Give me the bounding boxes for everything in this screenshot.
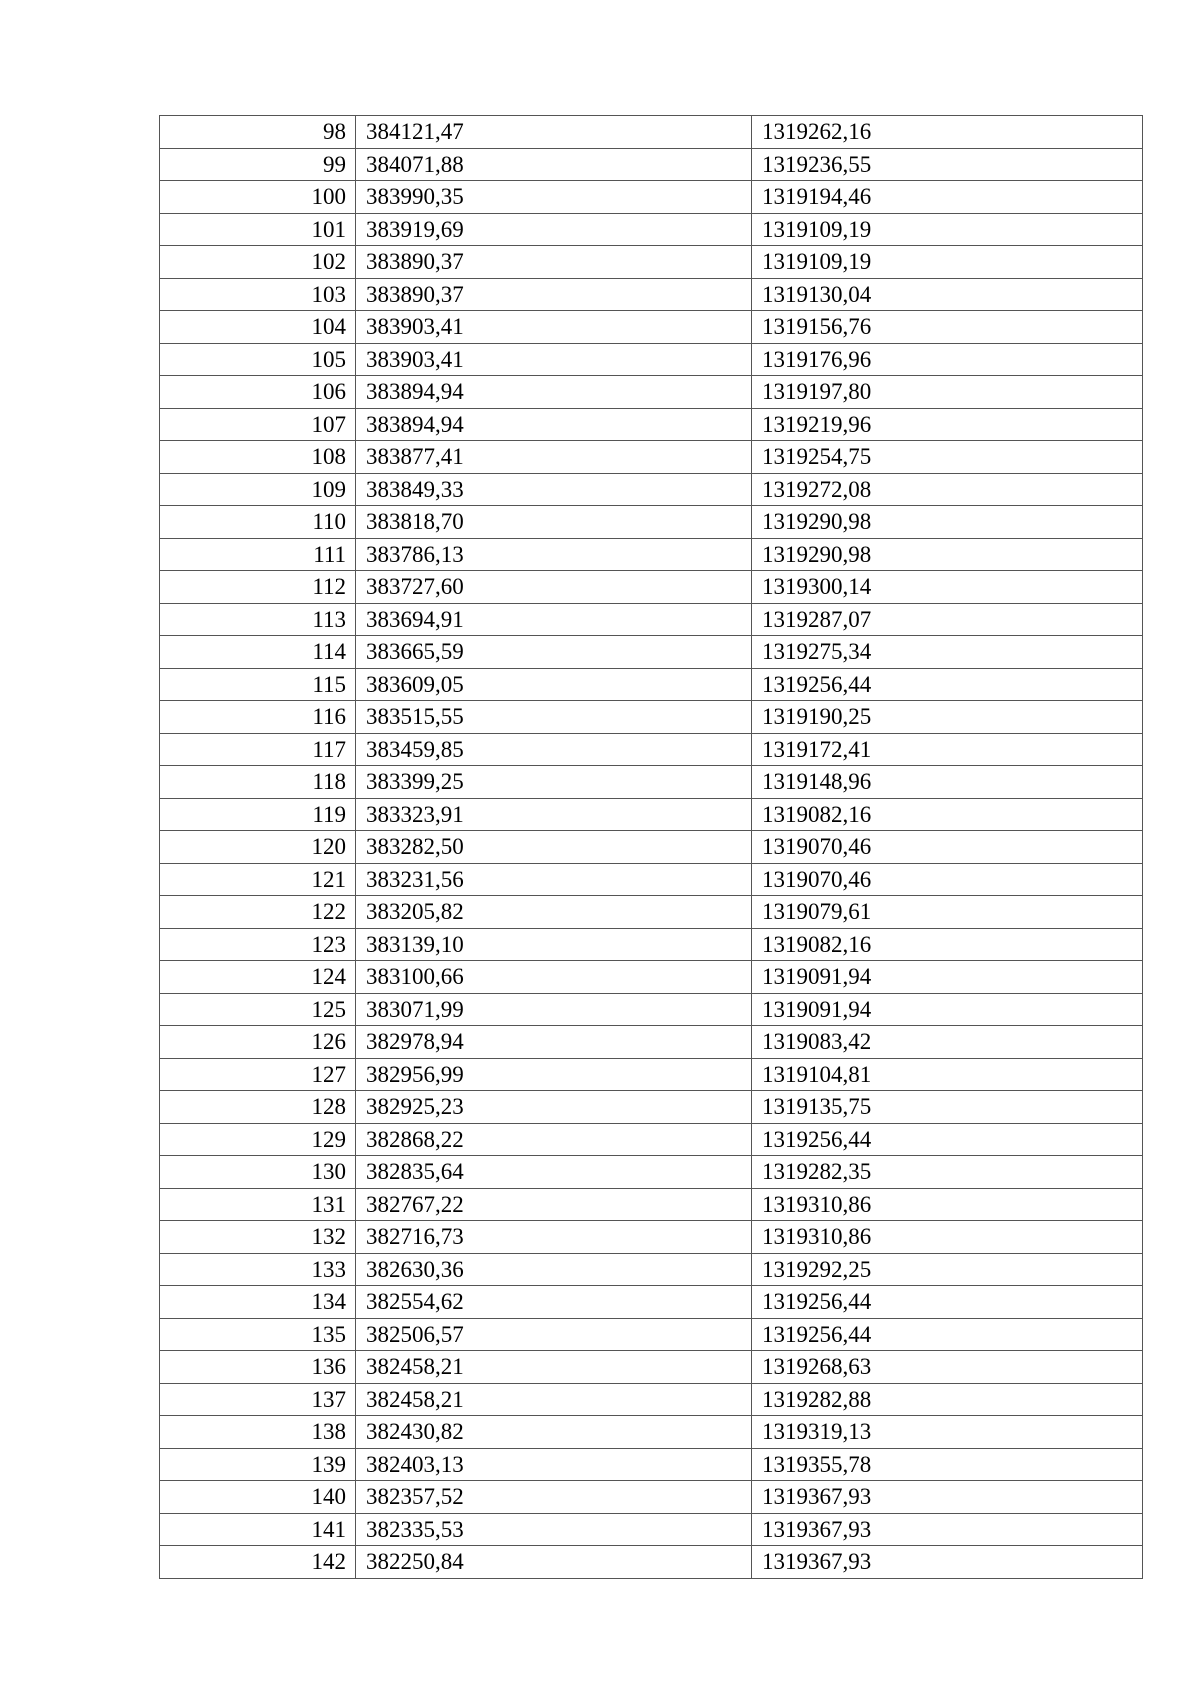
table-row (160, 1058, 1143, 1091)
table-row (160, 766, 1143, 799)
point-number-cell: 134 (160, 1286, 356, 1319)
table-row (160, 343, 1143, 376)
table-row (160, 473, 1143, 506)
table-row (160, 1026, 1143, 1059)
point-number-cell: 130 (160, 1156, 356, 1189)
x-coordinate-cell: 383694,91 (356, 603, 752, 636)
x-coordinate-cell: 383231,56 (356, 863, 752, 896)
table-row (160, 376, 1143, 409)
point-number-cell: 111 (160, 538, 356, 571)
table-row (160, 1188, 1143, 1221)
x-coordinate-cell: 383890,37 (356, 246, 752, 279)
y-coordinate-cell: 1319254,75 (752, 441, 1143, 474)
point-number-cell: 128 (160, 1091, 356, 1124)
x-coordinate-cell: 383849,33 (356, 473, 752, 506)
table-row (160, 896, 1143, 929)
x-coordinate-cell: 383903,41 (356, 343, 752, 376)
point-number-cell: 124 (160, 961, 356, 994)
table-row (160, 961, 1143, 994)
point-number-cell: 140 (160, 1481, 356, 1514)
point-number-cell: 110 (160, 506, 356, 539)
y-coordinate-cell: 1319130,04 (752, 278, 1143, 311)
point-number-cell: 112 (160, 571, 356, 604)
y-coordinate-cell: 1319236,55 (752, 148, 1143, 181)
x-coordinate-cell: 382956,99 (356, 1058, 752, 1091)
point-number-cell: 116 (160, 701, 356, 734)
x-coordinate-cell: 383139,10 (356, 928, 752, 961)
x-coordinate-cell: 383894,94 (356, 408, 752, 441)
x-coordinate-cell: 382630,36 (356, 1253, 752, 1286)
y-coordinate-cell: 1319079,61 (752, 896, 1143, 929)
x-coordinate-cell: 383818,70 (356, 506, 752, 539)
y-coordinate-cell: 1319290,98 (752, 538, 1143, 571)
x-coordinate-cell: 383665,59 (356, 636, 752, 669)
table-row (160, 538, 1143, 571)
y-coordinate-cell: 1319194,46 (752, 181, 1143, 214)
y-coordinate-cell: 1319176,96 (752, 343, 1143, 376)
point-number-cell: 104 (160, 311, 356, 344)
point-number-cell: 100 (160, 181, 356, 214)
y-coordinate-cell: 1319091,94 (752, 993, 1143, 1026)
x-coordinate-cell: 382403,13 (356, 1448, 752, 1481)
table-row (160, 408, 1143, 441)
point-number-cell: 102 (160, 246, 356, 279)
table-row (160, 1351, 1143, 1384)
x-coordinate-cell: 382978,94 (356, 1026, 752, 1059)
x-coordinate-cell: 384071,88 (356, 148, 752, 181)
y-coordinate-cell: 1319109,19 (752, 246, 1143, 279)
point-number-cell: 101 (160, 213, 356, 246)
table-row (160, 636, 1143, 669)
point-number-cell: 99 (160, 148, 356, 181)
point-number-cell: 122 (160, 896, 356, 929)
point-number-cell: 142 (160, 1546, 356, 1579)
x-coordinate-cell: 382868,22 (356, 1123, 752, 1156)
point-number-cell: 123 (160, 928, 356, 961)
point-number-cell: 139 (160, 1448, 356, 1481)
table-row (160, 798, 1143, 831)
y-coordinate-cell: 1319367,93 (752, 1513, 1143, 1546)
x-coordinate-cell: 382335,53 (356, 1513, 752, 1546)
x-coordinate-cell: 382716,73 (356, 1221, 752, 1254)
table-row (160, 1448, 1143, 1481)
point-number-cell: 137 (160, 1383, 356, 1416)
table-row (160, 733, 1143, 766)
y-coordinate-cell: 1319310,86 (752, 1188, 1143, 1221)
y-coordinate-cell: 1319282,88 (752, 1383, 1143, 1416)
point-number-cell: 105 (160, 343, 356, 376)
point-number-cell: 132 (160, 1221, 356, 1254)
y-coordinate-cell: 1319070,46 (752, 831, 1143, 864)
y-coordinate-cell: 1319256,44 (752, 668, 1143, 701)
point-number-cell: 113 (160, 603, 356, 636)
y-coordinate-cell: 1319367,93 (752, 1481, 1143, 1514)
table-row (160, 441, 1143, 474)
point-number-cell: 133 (160, 1253, 356, 1286)
y-coordinate-cell: 1319091,94 (752, 961, 1143, 994)
point-number-cell: 127 (160, 1058, 356, 1091)
table-row (160, 1123, 1143, 1156)
point-number-cell: 109 (160, 473, 356, 506)
table-row (160, 311, 1143, 344)
point-number-cell: 126 (160, 1026, 356, 1059)
y-coordinate-cell: 1319275,34 (752, 636, 1143, 669)
x-coordinate-cell: 383282,50 (356, 831, 752, 864)
y-coordinate-cell: 1319109,19 (752, 213, 1143, 246)
x-coordinate-cell: 382767,22 (356, 1188, 752, 1221)
y-coordinate-cell: 1319148,96 (752, 766, 1143, 799)
x-coordinate-cell: 382430,82 (356, 1416, 752, 1449)
y-coordinate-cell: 1319135,75 (752, 1091, 1143, 1124)
x-coordinate-cell: 382835,64 (356, 1156, 752, 1189)
y-coordinate-cell: 1319104,81 (752, 1058, 1143, 1091)
table-row (160, 1221, 1143, 1254)
table-row (160, 1253, 1143, 1286)
point-number-cell: 121 (160, 863, 356, 896)
y-coordinate-cell: 1319290,98 (752, 506, 1143, 539)
x-coordinate-cell: 384121,47 (356, 116, 752, 149)
table-row (160, 181, 1143, 214)
x-coordinate-cell: 383919,69 (356, 213, 752, 246)
y-coordinate-cell: 1319262,16 (752, 116, 1143, 149)
y-coordinate-cell: 1319083,42 (752, 1026, 1143, 1059)
point-number-cell: 120 (160, 831, 356, 864)
point-number-cell: 98 (160, 116, 356, 149)
point-number-cell: 115 (160, 668, 356, 701)
table-row (160, 993, 1143, 1026)
y-coordinate-cell: 1319256,44 (752, 1318, 1143, 1351)
x-coordinate-cell: 383205,82 (356, 896, 752, 929)
table-row (160, 1091, 1143, 1124)
point-number-cell: 141 (160, 1513, 356, 1546)
point-number-cell: 129 (160, 1123, 356, 1156)
point-number-cell: 135 (160, 1318, 356, 1351)
x-coordinate-cell: 382554,62 (356, 1286, 752, 1319)
x-coordinate-cell: 383399,25 (356, 766, 752, 799)
y-coordinate-cell: 1319172,41 (752, 733, 1143, 766)
y-coordinate-cell: 1319156,76 (752, 311, 1143, 344)
table-row (160, 571, 1143, 604)
y-coordinate-cell: 1319319,13 (752, 1416, 1143, 1449)
table-row (160, 928, 1143, 961)
table-row (160, 1416, 1143, 1449)
point-number-cell: 107 (160, 408, 356, 441)
point-number-cell: 136 (160, 1351, 356, 1384)
y-coordinate-cell: 1319190,25 (752, 701, 1143, 734)
point-number-cell: 114 (160, 636, 356, 669)
table-row (160, 1156, 1143, 1189)
x-coordinate-cell: 383323,91 (356, 798, 752, 831)
y-coordinate-cell: 1319070,46 (752, 863, 1143, 896)
y-coordinate-cell: 1319355,78 (752, 1448, 1143, 1481)
y-coordinate-cell: 1319256,44 (752, 1286, 1143, 1319)
point-number-cell: 103 (160, 278, 356, 311)
point-number-cell: 138 (160, 1416, 356, 1449)
x-coordinate-cell: 382458,21 (356, 1383, 752, 1416)
table-row (160, 831, 1143, 864)
y-coordinate-cell: 1319082,16 (752, 798, 1143, 831)
x-coordinate-cell: 383459,85 (356, 733, 752, 766)
y-coordinate-cell: 1319310,86 (752, 1221, 1143, 1254)
table-row (160, 1513, 1143, 1546)
y-coordinate-cell: 1319268,63 (752, 1351, 1143, 1384)
table-row (160, 1546, 1143, 1579)
x-coordinate-cell: 383877,41 (356, 441, 752, 474)
y-coordinate-cell: 1319256,44 (752, 1123, 1143, 1156)
table-row (160, 148, 1143, 181)
y-coordinate-cell: 1319367,93 (752, 1546, 1143, 1579)
table-row (160, 701, 1143, 734)
x-coordinate-cell: 383786,13 (356, 538, 752, 571)
table-row (160, 278, 1143, 311)
coordinates-table-body (160, 116, 1143, 1579)
x-coordinate-cell: 383894,94 (356, 376, 752, 409)
table-row (160, 213, 1143, 246)
x-coordinate-cell: 383727,60 (356, 571, 752, 604)
y-coordinate-cell: 1319287,07 (752, 603, 1143, 636)
y-coordinate-cell: 1319219,96 (752, 408, 1143, 441)
table-row (160, 1286, 1143, 1319)
x-coordinate-cell: 383890,37 (356, 278, 752, 311)
x-coordinate-cell: 383903,41 (356, 311, 752, 344)
table-row (160, 1481, 1143, 1514)
point-number-cell: 131 (160, 1188, 356, 1221)
point-number-cell: 118 (160, 766, 356, 799)
point-number-cell: 117 (160, 733, 356, 766)
point-number-cell: 125 (160, 993, 356, 1026)
x-coordinate-cell: 382250,84 (356, 1546, 752, 1579)
table-row (160, 116, 1143, 149)
table-row (160, 246, 1143, 279)
y-coordinate-cell: 1319197,80 (752, 376, 1143, 409)
table-row (160, 668, 1143, 701)
y-coordinate-cell: 1319082,16 (752, 928, 1143, 961)
y-coordinate-cell: 1319300,14 (752, 571, 1143, 604)
table-row (160, 1318, 1143, 1351)
y-coordinate-cell: 1319272,08 (752, 473, 1143, 506)
x-coordinate-cell: 383609,05 (356, 668, 752, 701)
table-row (160, 1383, 1143, 1416)
x-coordinate-cell: 382458,21 (356, 1351, 752, 1384)
x-coordinate-cell: 382925,23 (356, 1091, 752, 1124)
point-number-cell: 106 (160, 376, 356, 409)
x-coordinate-cell: 383071,99 (356, 993, 752, 1026)
y-coordinate-cell: 1319282,35 (752, 1156, 1143, 1189)
table-row (160, 863, 1143, 896)
x-coordinate-cell: 382357,52 (356, 1481, 752, 1514)
y-coordinate-cell: 1319292,25 (752, 1253, 1143, 1286)
x-coordinate-cell: 383990,35 (356, 181, 752, 214)
point-number-cell: 119 (160, 798, 356, 831)
x-coordinate-cell: 382506,57 (356, 1318, 752, 1351)
coordinates-table (159, 115, 1143, 1579)
table-row (160, 603, 1143, 636)
table-row (160, 506, 1143, 539)
point-number-cell: 108 (160, 441, 356, 474)
x-coordinate-cell: 383515,55 (356, 701, 752, 734)
x-coordinate-cell: 383100,66 (356, 961, 752, 994)
